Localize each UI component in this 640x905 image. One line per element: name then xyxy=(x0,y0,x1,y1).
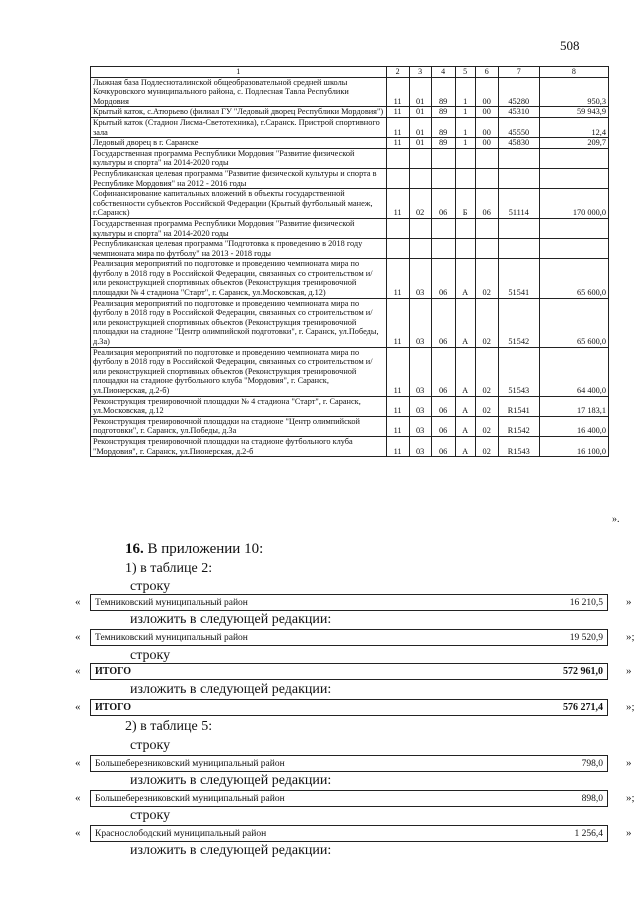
row-value-cell xyxy=(475,168,498,188)
row-value-cell: 03 xyxy=(409,396,431,416)
row-value-cell: А xyxy=(455,396,475,416)
open-quote: « xyxy=(75,631,81,643)
header-cell: 8 xyxy=(539,67,608,78)
row-name-cell: Государственная программа Республики Мордовия "Развитие физической культуры и спорта" на 2014-2020 годы xyxy=(91,218,387,238)
row-value-cell xyxy=(386,218,409,238)
section-title: В приложении 10: xyxy=(143,541,264,557)
row-value-cell xyxy=(475,218,498,238)
district-name: Краснослободский муниципальный район xyxy=(95,828,267,839)
row-value-cell: 1 xyxy=(455,107,475,118)
row-value-cell: Б xyxy=(455,189,475,219)
replacement-row xyxy=(90,755,608,772)
row-value-cell: 11 xyxy=(386,189,409,219)
row-value-cell: 06 xyxy=(475,189,498,219)
total-label: ИТОГО xyxy=(95,702,131,713)
row-value-cell: 01 xyxy=(409,117,431,137)
row-value-cell xyxy=(539,239,608,259)
row-value-cell xyxy=(431,168,455,188)
table-closing-quote: ». xyxy=(612,514,620,525)
row-value-cell: 1 xyxy=(455,138,475,149)
row-value-cell: А xyxy=(455,416,475,436)
stroku-label: строку xyxy=(130,648,171,663)
row-name-cell: Лыжная база Подлесноталинской общеобразовательной средней школы Кочкуровского муниципального района, с. Подлесная Тавла Республики Мордовия xyxy=(91,77,387,107)
row-value-cell: А xyxy=(455,298,475,347)
row-value-cell: 00 xyxy=(475,77,498,107)
page-number: 508 xyxy=(560,38,580,53)
row-name-cell: Реконструкция тренировочной площадки на стадионе "Центр олимпийской подготовки", г. Саранск, ул.Победы, д.3а xyxy=(91,416,387,436)
open-quote: « xyxy=(75,665,81,677)
row-value-cell xyxy=(455,168,475,188)
table-row xyxy=(91,117,609,137)
table-row xyxy=(91,218,609,238)
row-value-cell: 11 xyxy=(386,298,409,347)
row-value-cell: А xyxy=(455,436,475,456)
row-value-cell: 11 xyxy=(386,436,409,456)
district-value: 1 256,4 xyxy=(574,828,603,839)
section-heading xyxy=(125,541,263,558)
table-header-row xyxy=(91,67,609,78)
row-value-cell: 02 xyxy=(475,396,498,416)
row-value-cell xyxy=(539,148,608,168)
close-quote: » xyxy=(626,665,632,677)
open-quote: « xyxy=(75,757,81,769)
table-row xyxy=(91,189,609,219)
table-row xyxy=(91,77,609,107)
row-value-cell: 51542 xyxy=(498,298,539,347)
district-value: 798,0 xyxy=(581,758,603,769)
row-value-cell: 02 xyxy=(475,259,498,298)
table-row xyxy=(91,259,609,298)
close-quote: » xyxy=(626,827,632,839)
row-value-cell: 03 xyxy=(409,347,431,396)
table-row xyxy=(91,168,609,188)
row-value-cell: 03 xyxy=(409,298,431,347)
budget-table xyxy=(90,66,609,457)
row-value-cell: 16 100,0 xyxy=(539,436,608,456)
header-cell: 3 xyxy=(409,67,431,78)
row-value-cell xyxy=(498,168,539,188)
row-value-cell: 1 xyxy=(455,77,475,107)
row-value-cell xyxy=(475,239,498,259)
row-value-cell: 1 xyxy=(455,117,475,137)
close-quote: »; xyxy=(626,701,635,713)
row-value-cell: 00 xyxy=(475,107,498,118)
row-value-cell: 06 xyxy=(431,189,455,219)
row-value-cell: 45830 xyxy=(498,138,539,149)
open-quote: « xyxy=(75,701,81,713)
row-value-cell: 65 600,0 xyxy=(539,298,608,347)
row-value-cell: 01 xyxy=(409,138,431,149)
close-quote: » xyxy=(626,757,632,769)
table-row xyxy=(91,436,609,456)
row-name-cell: Республиканская целевая программа "Развитие физической культуры и спорта в Республике Мордовия" на 2012 - 2016 годы xyxy=(91,168,387,188)
row-value-cell xyxy=(539,218,608,238)
row-value-cell: 89 xyxy=(431,77,455,107)
row-value-cell: А xyxy=(455,347,475,396)
row-value-cell: 06 xyxy=(431,436,455,456)
row-value-cell: 51543 xyxy=(498,347,539,396)
row-value-cell: 11 xyxy=(386,77,409,107)
row-name-cell: Крытый каток (Стадион Лисма-Светотехника), г.Саранск. Пристрой спортивного зала xyxy=(91,117,387,137)
row-value-cell: 51541 xyxy=(498,259,539,298)
district-value: 898,0 xyxy=(581,793,603,804)
row-value-cell: 06 xyxy=(431,259,455,298)
replace-label: изложить в следующей редакции: xyxy=(130,682,332,697)
close-quote: »; xyxy=(626,631,635,643)
row-name-cell: Реконструкция тренировочной площадки на стадионе футбольного клуба "Мордовия", г. Саранск, ул.Пионерская, д.2-б xyxy=(91,436,387,456)
row-value-cell: 02 xyxy=(409,189,431,219)
row-name-cell: Реконструкция тренировочной площадки № 4 стадиона "Старт", г. Саранск, ул.Московская, д.12 xyxy=(91,396,387,416)
row-value-cell: 12,4 xyxy=(539,117,608,137)
row-value-cell: 11 xyxy=(386,107,409,118)
open-quote: « xyxy=(75,596,81,608)
replacement-row xyxy=(90,790,608,807)
row-value-cell: 11 xyxy=(386,347,409,396)
header-cell: 1 xyxy=(91,67,387,78)
row-value-cell: 45310 xyxy=(498,107,539,118)
stroku-label: строку xyxy=(130,808,171,823)
table-row xyxy=(91,416,609,436)
row-value-cell: 11 xyxy=(386,117,409,137)
row-name-cell: Софинансирование капитальных вложений в объекты государственной собственности субъектов Российской Федерации (Крытый футбольный манеж, г.Саранск) xyxy=(91,189,387,219)
replace-label: изложить в следующей редакции: xyxy=(130,773,332,788)
row-value-cell: 64 400,0 xyxy=(539,347,608,396)
row-value-cell: R1543 xyxy=(498,436,539,456)
row-value-cell: 11 xyxy=(386,396,409,416)
row-value-cell: 02 xyxy=(475,436,498,456)
row-value-cell: 11 xyxy=(386,138,409,149)
district-value: 19 520,9 xyxy=(569,632,603,643)
row-value-cell: R1542 xyxy=(498,416,539,436)
row-value-cell: 03 xyxy=(409,416,431,436)
table-row xyxy=(91,107,609,118)
row-value-cell xyxy=(431,148,455,168)
open-quote: « xyxy=(75,792,81,804)
table-row xyxy=(91,239,609,259)
row-value-cell: 89 xyxy=(431,138,455,149)
row-value-cell: 89 xyxy=(431,107,455,118)
replace-label: изложить в следующей редакции: xyxy=(130,612,332,627)
row-value-cell: 11 xyxy=(386,416,409,436)
row-value-cell xyxy=(409,239,431,259)
row-value-cell: 00 xyxy=(475,138,498,149)
row-value-cell: 51114 xyxy=(498,189,539,219)
row-name-cell: Реализация мероприятий по подготовке и проведению чемпионата мира по футболу в 2018 году в Российской Федерации, связанных со строительством и/или реконструкцией спортивных объектов (Реконструкция тренировочной площадки на стадионе "Центр олимпийской подготовки", г. Саранск, ул.Победы, д.3а) xyxy=(91,298,387,347)
subsection-1: 1) в таблице 2: xyxy=(125,561,213,576)
row-name-cell: Ледовый дворец в г. Саранске xyxy=(91,138,387,149)
row-value-cell xyxy=(455,239,475,259)
row-value-cell xyxy=(386,168,409,188)
table-row xyxy=(91,396,609,416)
row-value-cell xyxy=(409,218,431,238)
close-quote: »; xyxy=(626,792,635,804)
district-name: Темниковский муниципальный район xyxy=(95,632,248,643)
row-value-cell: 17 183,1 xyxy=(539,396,608,416)
row-value-cell: 02 xyxy=(475,347,498,396)
row-value-cell: 06 xyxy=(431,298,455,347)
row-name-cell: Республиканская целевая программа "Подготовка к проведению в 2018 году чемпионата мира по футболу" на 2013 - 2018 годы xyxy=(91,239,387,259)
district-name: Темниковский муниципальный район xyxy=(95,597,248,608)
header-cell: 7 xyxy=(498,67,539,78)
row-value-cell: 89 xyxy=(431,117,455,137)
stroku-label: строку xyxy=(130,579,171,594)
header-cell: 2 xyxy=(386,67,409,78)
row-value-cell xyxy=(386,148,409,168)
header-cell: 6 xyxy=(475,67,498,78)
row-name-cell: Государственная программа Республики Мордовия "Развитие физической культуры и спорта" на 2014-2020 годы xyxy=(91,148,387,168)
header-cell: 5 xyxy=(455,67,475,78)
row-value-cell: 02 xyxy=(475,298,498,347)
table-row xyxy=(91,347,609,396)
district-value: 16 210,5 xyxy=(569,597,603,608)
row-value-cell: 65 600,0 xyxy=(539,259,608,298)
row-value-cell: 11 xyxy=(386,259,409,298)
row-name-cell: Крытый каток, с.Атюрьево (филиал ГУ "Ледовый дворец Республики Мордовия") xyxy=(91,107,387,118)
row-value-cell: 950,3 xyxy=(539,77,608,107)
row-value-cell: 01 xyxy=(409,77,431,107)
replacement-row xyxy=(90,629,608,646)
row-value-cell: А xyxy=(455,259,475,298)
row-value-cell: 00 xyxy=(475,117,498,137)
open-quote: « xyxy=(75,827,81,839)
row-value-cell: 59 943,9 xyxy=(539,107,608,118)
row-name-cell: Реализация мероприятий по подготовке и проведению чемпионата мира по футболу в 2018 году в Российской Федерации, связанных со строительством и/или реконструкцией спортивных объектов (Реконструкция тренировочной площадки № 4 стадиона "Старт", г. Саранск, ул.Московская, д.12) xyxy=(91,259,387,298)
row-value-cell: 06 xyxy=(431,396,455,416)
header-cell: 4 xyxy=(431,67,455,78)
row-value-cell: 03 xyxy=(409,259,431,298)
table-row xyxy=(91,298,609,347)
district-name: Большеберезниковский муниципальный район xyxy=(95,793,285,804)
subsection-2: 2) в таблице 5: xyxy=(125,719,213,734)
row-value-cell: 06 xyxy=(431,416,455,436)
row-value-cell: 03 xyxy=(409,436,431,456)
row-value-cell xyxy=(386,239,409,259)
row-value-cell xyxy=(409,148,431,168)
table-row xyxy=(91,138,609,149)
row-value-cell xyxy=(498,218,539,238)
row-value-cell: 16 400,0 xyxy=(539,416,608,436)
row-value-cell xyxy=(455,148,475,168)
row-value-cell xyxy=(431,239,455,259)
row-value-cell: 45550 xyxy=(498,117,539,137)
row-value-cell: 06 xyxy=(431,347,455,396)
row-value-cell: 209,7 xyxy=(539,138,608,149)
replacement-row-total xyxy=(90,663,608,680)
row-value-cell xyxy=(539,168,608,188)
row-value-cell xyxy=(475,148,498,168)
row-value-cell: R1541 xyxy=(498,396,539,416)
row-value-cell xyxy=(409,168,431,188)
row-value-cell xyxy=(431,218,455,238)
total-value: 576 271,4 xyxy=(563,702,603,713)
row-value-cell xyxy=(455,218,475,238)
row-value-cell: 01 xyxy=(409,107,431,118)
table-row xyxy=(91,148,609,168)
stroku-label: строку xyxy=(130,738,171,753)
replacement-row-total xyxy=(90,699,608,716)
close-quote: » xyxy=(626,596,632,608)
row-value-cell xyxy=(498,239,539,259)
section-number: 16. xyxy=(125,541,144,557)
replace-label: изложить в следующей редакции: xyxy=(130,843,332,858)
row-value-cell: 170 000,0 xyxy=(539,189,608,219)
replacement-row xyxy=(90,594,608,611)
replacement-row xyxy=(90,825,608,842)
total-label: ИТОГО xyxy=(95,666,131,677)
row-value-cell xyxy=(498,148,539,168)
total-value: 572 961,0 xyxy=(563,666,603,677)
row-value-cell: 45280 xyxy=(498,77,539,107)
row-name-cell: Реализация мероприятий по подготовке и проведению чемпионата мира по футболу в 2018 году в Российской Федерации, связанных со строительством и/или реконструкцией спортивных объектов (Реконструкция тренировочной площадки на стадионе футбольного клуба "Мордовия", г. Саранск, ул.Пионерская, д.2-б) xyxy=(91,347,387,396)
district-name: Большеберезниковский муниципальный район xyxy=(95,758,285,769)
row-value-cell: 02 xyxy=(475,416,498,436)
